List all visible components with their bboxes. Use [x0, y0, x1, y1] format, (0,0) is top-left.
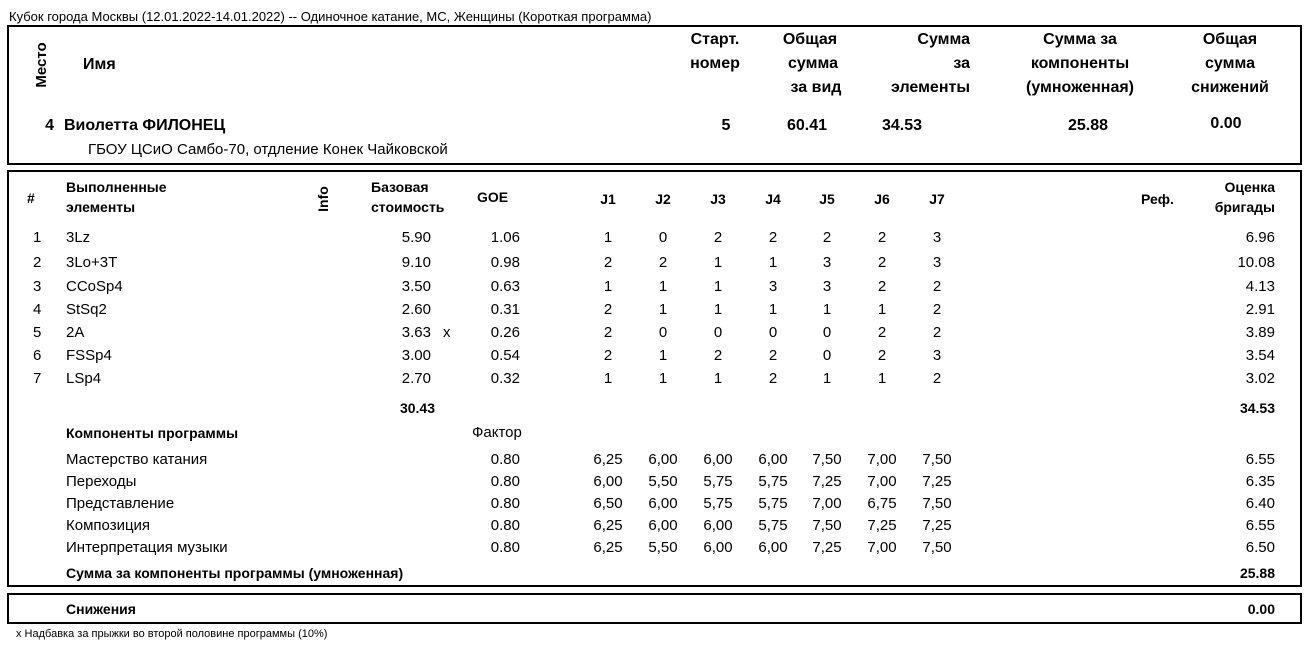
components-sum-label: Сумма за компоненты программы (умноженная) — [66, 565, 404, 581]
element-base-value: 3.00 — [401, 347, 431, 364]
element-judge-score: 1 — [822, 301, 832, 318]
judge-header-4: J4 — [765, 191, 781, 207]
element-judge-score: 0 — [658, 229, 668, 246]
component-judge-score: 7,25 — [922, 473, 952, 490]
component-judge-score: 5,75 — [703, 495, 733, 512]
element-judge-score: 2 — [713, 229, 723, 246]
element-judge-score: 1 — [658, 370, 668, 387]
element-judge-score: 2 — [877, 324, 887, 341]
component-judge-score: 6,00 — [593, 473, 623, 490]
element-number-header: # — [27, 190, 35, 206]
skater-club: ГБОУ ЦСиО Самбо-70, отдление Конек Чайковской — [88, 141, 448, 158]
goe-header: GOE — [477, 189, 509, 205]
component-judge-score: 7,00 — [812, 495, 842, 512]
element-panel-score: 2.91 — [1245, 301, 1275, 318]
element-judge-score: 2 — [768, 229, 778, 246]
element-judge-score: 2 — [603, 301, 613, 318]
element-judge-score: 0 — [658, 324, 668, 341]
component-name: Интерпретация музыки — [66, 539, 228, 556]
component-name: Представление — [66, 495, 175, 512]
element-base-value: 5.90 — [401, 229, 431, 246]
component-judge-score: 6,00 — [648, 495, 678, 512]
element-goe: 0.31 — [490, 301, 520, 318]
panel-score-header: Оценка бригады — [1214, 179, 1275, 215]
skater-components-score: 25.88 — [1067, 117, 1109, 134]
component-judge-score: 7,25 — [922, 517, 952, 534]
program-components-header: Компоненты программы — [66, 425, 239, 441]
element-base-value: 9.10 — [401, 254, 431, 271]
element-judge-score: 2 — [877, 347, 887, 364]
component-judge-score: 5,50 — [648, 539, 678, 556]
element-goe: 0.98 — [490, 254, 520, 271]
element-judge-score: 3 — [932, 254, 942, 271]
element-judge-score: 1 — [713, 370, 723, 387]
element-panel-score: 6.96 — [1245, 229, 1275, 246]
component-factor: 0.80 — [490, 495, 520, 512]
component-judge-score: 7,25 — [812, 473, 842, 490]
element-number: 3 — [33, 278, 42, 295]
component-judge-score: 7,00 — [867, 539, 897, 556]
element-goe: 0.26 — [490, 324, 520, 341]
start-number-header: Старт. номер — [690, 31, 740, 72]
element-judge-score: 2 — [768, 370, 778, 387]
element-judge-score: 2 — [932, 370, 942, 387]
skater-deductions: 0.00 — [1210, 115, 1242, 132]
executed-elements-header: Выполненные элементы — [66, 179, 167, 215]
element-judge-score: 1 — [658, 347, 668, 364]
element-number: 1 — [33, 229, 42, 246]
element-judge-score: 1 — [713, 301, 723, 318]
element-goe: 1.06 — [490, 229, 520, 246]
component-judge-score: 5,75 — [758, 495, 788, 512]
element-judge-score: 1 — [768, 301, 778, 318]
element-panel-score: 3.54 — [1245, 347, 1275, 364]
judge-header-2: J2 — [655, 191, 671, 207]
component-judge-score: 7,25 — [812, 539, 842, 556]
element-name: 3Lz — [66, 229, 91, 246]
factor-header: Фактор — [472, 424, 522, 441]
element-number: 6 — [33, 347, 42, 364]
element-judge-score: 1 — [713, 278, 723, 295]
components-score-header: Сумма за компоненты (умноженная) — [1026, 31, 1134, 96]
place-header: Место — [33, 42, 50, 88]
total-score-header: Общая сумма за вид — [782, 31, 842, 96]
footnote: x Надбавка за прыжки во второй половине программы (10%) — [16, 628, 328, 640]
component-judge-score: 7,50 — [922, 451, 952, 468]
element-judge-score: 1 — [877, 370, 887, 387]
component-factor: 0.80 — [490, 517, 520, 534]
judge-header-7: J7 — [929, 191, 945, 207]
elements-score-total: 34.53 — [1239, 400, 1275, 416]
skater-elements-score: 34.53 — [881, 117, 923, 134]
element-judge-score: 1 — [603, 370, 613, 387]
element-judge-score: 2 — [877, 254, 887, 271]
element-panel-score: 3.89 — [1245, 324, 1275, 341]
element-panel-score: 3.02 — [1245, 370, 1275, 387]
component-score: 6.40 — [1245, 495, 1275, 512]
element-judge-score: 0 — [768, 324, 778, 341]
component-factor: 0.80 — [490, 451, 520, 468]
component-judge-score: 6,25 — [593, 517, 623, 534]
component-judge-score: 6,00 — [758, 539, 788, 556]
component-judge-score: 6,00 — [758, 451, 788, 468]
component-judge-score: 7,50 — [812, 517, 842, 534]
element-base-value: 2.70 — [401, 370, 431, 387]
element-judge-score: 0 — [713, 324, 723, 341]
deductions-box — [7, 593, 1302, 624]
element-panel-score: 10.08 — [1237, 254, 1275, 271]
component-score: 6.55 — [1245, 517, 1275, 534]
component-judge-score: 6,00 — [703, 539, 733, 556]
base-value-header: Базовая стоимость — [371, 179, 445, 215]
element-judge-score: 1 — [658, 278, 668, 295]
element-goe: 0.54 — [490, 347, 520, 364]
element-number: 5 — [33, 324, 42, 341]
component-judge-score: 6,50 — [593, 495, 623, 512]
element-judge-score: 2 — [768, 347, 778, 364]
judge-header-6: J6 — [874, 191, 890, 207]
component-name: Переходы — [66, 473, 137, 490]
element-judge-score: 3 — [822, 254, 832, 271]
judge-header-5: J5 — [819, 191, 835, 207]
component-judge-score: 7,00 — [867, 473, 897, 490]
deductions-value: 0.00 — [1247, 601, 1275, 617]
element-judge-score: 2 — [932, 324, 942, 341]
element-judge-score: 1 — [603, 229, 613, 246]
element-judge-score: 3 — [822, 278, 832, 295]
element-judge-score: 1 — [658, 301, 668, 318]
components-sum-value: 25.88 — [1239, 565, 1275, 581]
element-number: 7 — [33, 370, 42, 387]
element-name: 2A — [66, 324, 85, 341]
component-score: 6.55 — [1245, 451, 1275, 468]
element-judge-score: 0 — [822, 347, 832, 364]
element-name: StSq2 — [66, 301, 107, 318]
element-judge-score: 1 — [768, 254, 778, 271]
skater-name: Виолетта ФИЛОНЕЦ — [64, 117, 226, 134]
component-factor: 0.80 — [490, 473, 520, 490]
name-header: Имя — [83, 56, 116, 73]
element-base-value: 2.60 — [401, 301, 431, 318]
element-number: 4 — [33, 301, 42, 318]
element-judge-score: 2 — [658, 254, 668, 271]
element-judge-score: 2 — [603, 347, 613, 364]
component-name: Мастерство катания — [66, 451, 208, 468]
element-judge-score: 1 — [877, 301, 887, 318]
component-score: 6.50 — [1245, 539, 1275, 556]
element-judge-score: 2 — [932, 278, 942, 295]
component-score: 6.35 — [1245, 473, 1275, 490]
element-judge-score: 2 — [877, 229, 887, 246]
element-judge-score: 2 — [932, 301, 942, 318]
component-judge-score: 7,50 — [922, 495, 952, 512]
element-judge-score: 3 — [768, 278, 778, 295]
element-judge-score: 2 — [877, 278, 887, 295]
component-judge-score: 7,50 — [812, 451, 842, 468]
element-judge-score: 2 — [603, 254, 613, 271]
element-judge-score: 3 — [932, 347, 942, 364]
info-header: Info — [315, 186, 331, 212]
element-judge-score: 2 — [603, 324, 613, 341]
element-base-value: 3.63 — [401, 324, 431, 341]
skater-place: 4 — [45, 117, 54, 134]
elements-score-header: Сумма за элементы — [891, 31, 970, 96]
component-judge-score: 7,00 — [867, 451, 897, 468]
component-judge-score: 6,25 — [593, 451, 623, 468]
component-judge-score: 7,25 — [867, 517, 897, 534]
judge-header-1: J1 — [600, 191, 616, 207]
component-judge-score: 6,00 — [703, 451, 733, 468]
component-judge-score: 6,75 — [867, 495, 897, 512]
element-judge-score: 1 — [822, 370, 832, 387]
element-name: LSp4 — [66, 370, 102, 387]
element-base-value: 3.50 — [401, 278, 431, 295]
component-judge-score: 5,75 — [758, 473, 788, 490]
referee-header: Реф. — [1141, 191, 1174, 207]
element-info: x — [443, 324, 451, 341]
skater-start-number: 5 — [721, 117, 731, 134]
element-judge-score: 2 — [713, 347, 723, 364]
element-judge-score: 1 — [603, 278, 613, 295]
skater-total-score: 60.41 — [786, 117, 828, 134]
deductions-header: Общая сумма снижений — [1191, 31, 1269, 96]
element-name: FSSp4 — [66, 347, 112, 364]
component-factor: 0.80 — [490, 539, 520, 556]
component-judge-score: 6,25 — [593, 539, 623, 556]
component-judge-score: 5,75 — [758, 517, 788, 534]
component-judge-score: 7,50 — [922, 539, 952, 556]
deductions-label: Снижения — [66, 601, 136, 617]
element-name: CCoSp4 — [66, 278, 123, 295]
element-name: 3Lo+3T — [66, 254, 118, 271]
component-name: Композиция — [66, 517, 151, 534]
element-goe: 0.32 — [490, 370, 520, 387]
event-title: Кубок города Москвы (12.01.2022-14.01.2022) -- Одиночное катание, МС, Женщины (Короткая программа) — [9, 9, 652, 24]
element-judge-score: 3 — [932, 229, 942, 246]
element-goe: 0.63 — [490, 278, 520, 295]
component-judge-score: 6,00 — [648, 451, 678, 468]
judge-header-3: J3 — [710, 191, 726, 207]
element-judge-score: 1 — [713, 254, 723, 271]
component-judge-score: 5,50 — [648, 473, 678, 490]
element-number: 2 — [33, 254, 42, 271]
component-judge-score: 5,75 — [703, 473, 733, 490]
base-value-total: 30.43 — [399, 400, 435, 416]
element-judge-score: 0 — [822, 324, 832, 341]
element-judge-score: 2 — [822, 229, 832, 246]
component-judge-score: 6,00 — [648, 517, 678, 534]
element-panel-score: 4.13 — [1245, 278, 1275, 295]
component-judge-score: 6,00 — [703, 517, 733, 534]
